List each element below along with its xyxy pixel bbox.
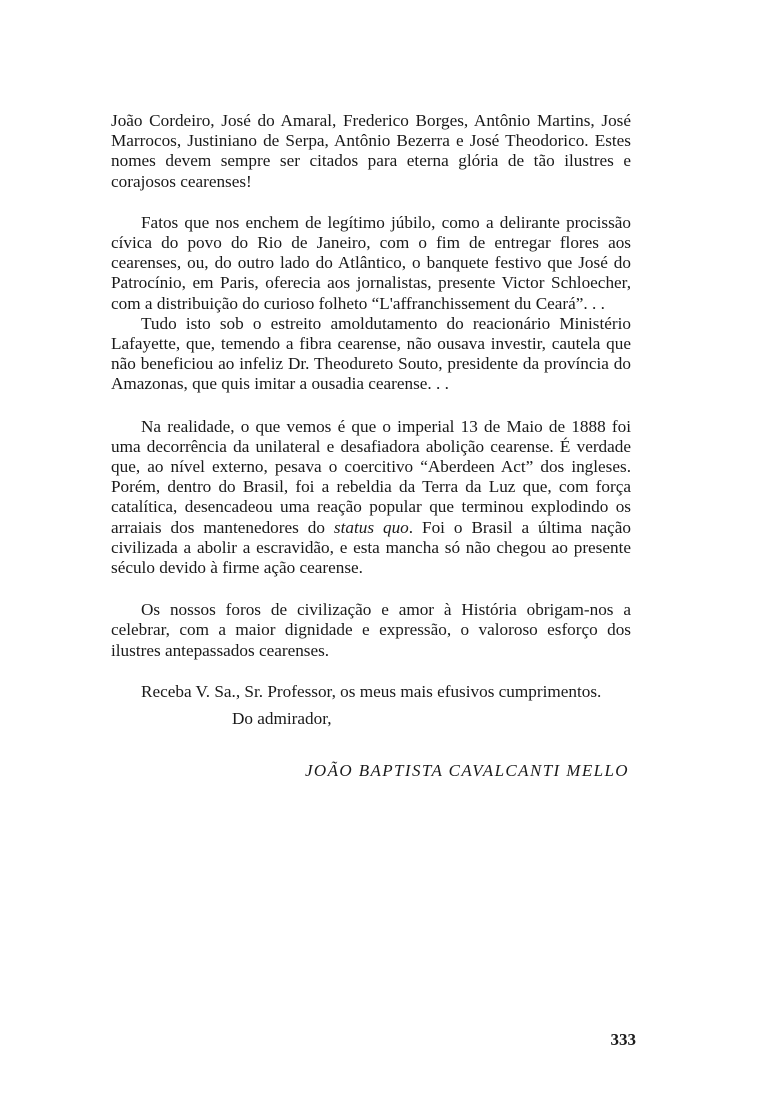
paragraph-ministry: Tudo isto sob o estreito amoldutamento do reacionário Ministério Lafayette, que, temendo a fibra cearense, não ousava investir, cautela que não beneficiou ao infeliz Dr. Theodureto Souto, presidente da província do Amazonas, que quis imitar a ousadia cearense. . . xyxy=(111,313,631,394)
paragraph-names-list: João Cordeiro, José do Amaral, Frederico Borges, Antônio Martins, José Marrocos, Justiniano de Serpa, Antônio Bezerra e José Theodorico. Estes nomes devem sempre ser citados para eterna glória de tão ilustres e corajosos cearenses! xyxy=(111,111,631,191)
letter-body xyxy=(111,111,631,781)
closing-line: Do admirador, xyxy=(232,709,332,729)
page-number: 333 xyxy=(610,1030,636,1049)
abolition-text-after: . Foi o Brasil a última nação civilizada a abolir a escravidão, e esta mancha só não chegou ao presente século devido à firme ação cearense. xyxy=(111,517,631,578)
paragraph-jubilation: Fatos que nos enchem de legítimo júbilo, como a delirante procissão cívica do povo do Rio de Janeiro, com o fim de entregar flores aos cearenses, ou, do outro lado do Atlântico, o banquete festivo que José do Patrocínio, em Paris, oferecia aos jornalistas, presente Victor Schloecher, com a distribuição do curioso folheto “L'affranchissement du Ceará”. . . xyxy=(111,212,631,313)
signature: JOÃO BAPTISTA CAVALCANTI MELLO xyxy=(304,761,629,781)
paragraph-greetings: Receba V. Sa., Sr. Professor, os meus mais efusivos cumprimentos. xyxy=(141,681,602,701)
status-quo-term: status quo xyxy=(333,517,409,537)
paragraph-civilization: Os nossos foros de civilização e amor à História obrigam-nos a celebrar, com a maior dignidade e expressão, o valoroso esforço dos ilustres antepassados cearenses. xyxy=(111,600,631,660)
abolition-text-before: Na realidade, o que vemos é que o imperial 13 de Maio de 1888 foi uma decorrência da unilateral e desafiadora abolição cearense. É verdade que, ao nível externo, pesava o coercitivo “Aberdeen Act” dos ingleses. Porém, dentro do Brasil, foi a rebeldia da Terra da Luz que, com força catalítica, desencadeou uma reação popular que terminou explodindo os arraiais dos mantenedores do xyxy=(111,416,631,537)
paragraph-abolition xyxy=(111,417,631,579)
